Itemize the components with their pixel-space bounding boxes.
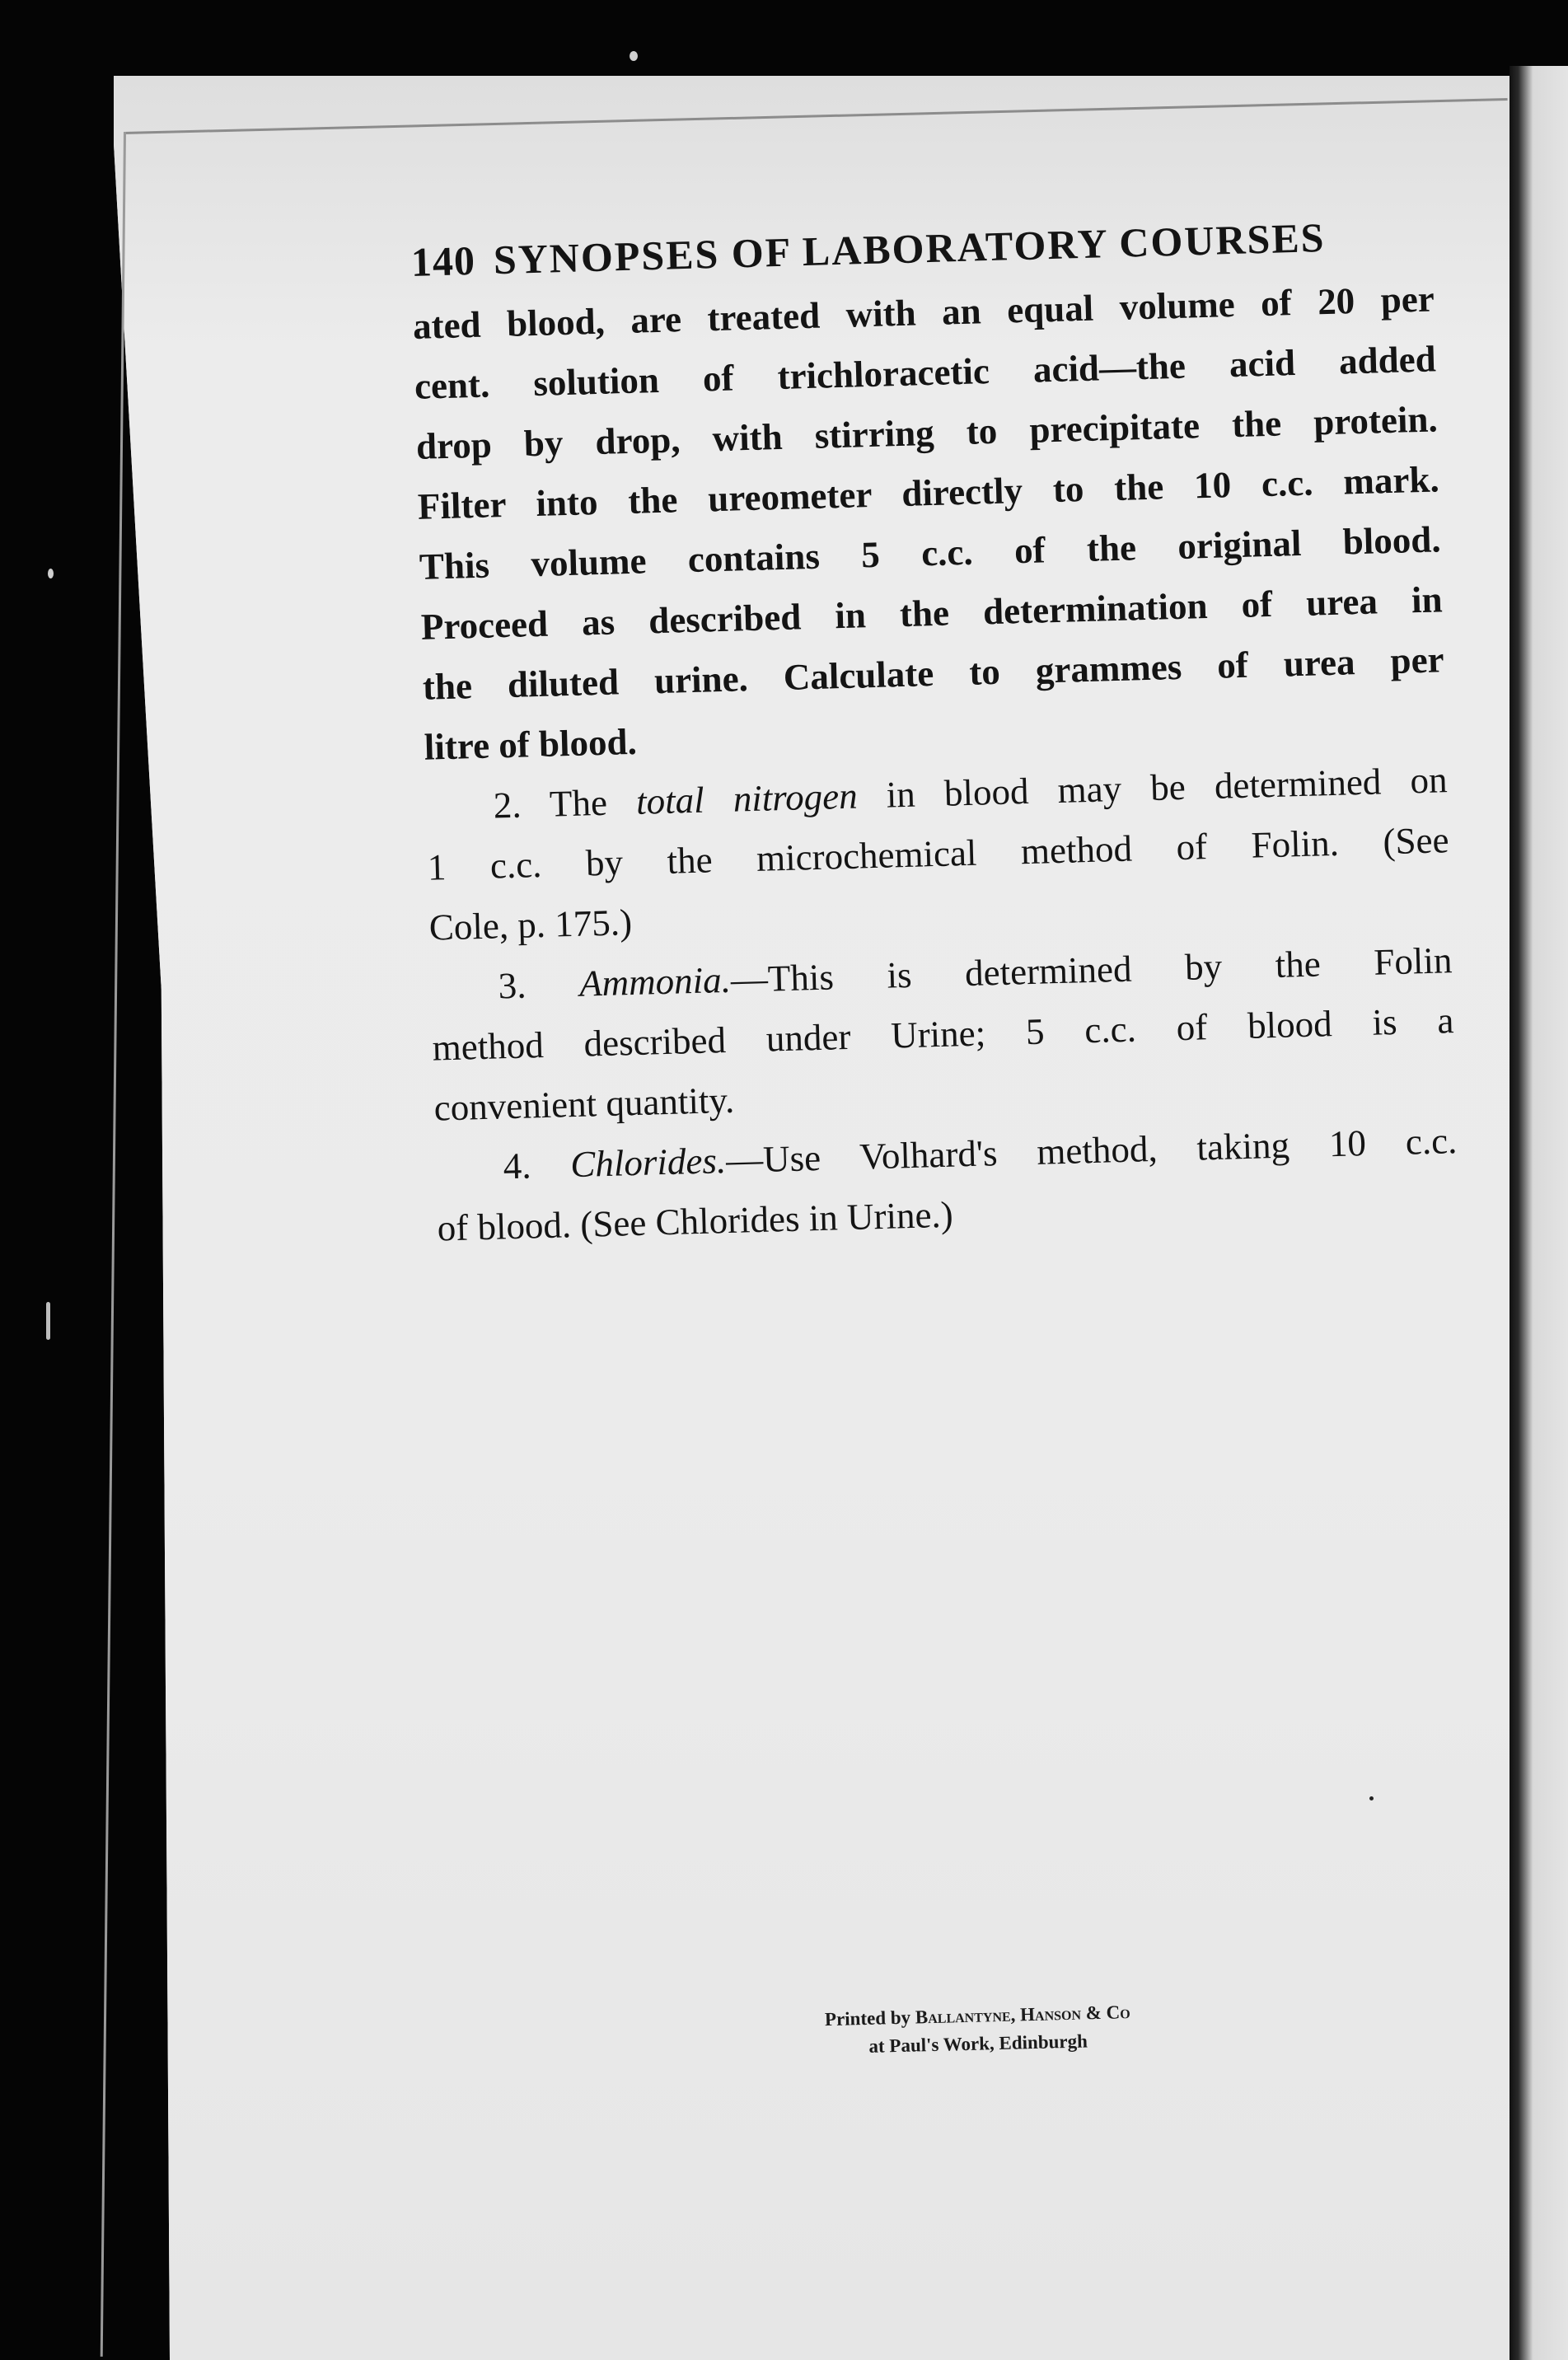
item-text: —Use Volhard's method, taking 10 c.c. (725, 1120, 1458, 1182)
text-line: method described under Urine; 5 c.c. of blood is a (432, 1000, 1455, 1069)
imprint-printed-by: Printed by (824, 2006, 911, 2030)
item-3-ammonia (430, 930, 1456, 1138)
text-line: ated blood, are treated with an equal volume of 20 per (412, 278, 1435, 347)
item-term: Ammonia. (578, 958, 732, 1004)
facing-page-edge (1509, 66, 1568, 2360)
scan-speck (48, 569, 54, 578)
item-term: total nitrogen (635, 775, 859, 822)
item-text: in blood may be determined on (856, 759, 1449, 817)
page-text (410, 204, 1459, 1258)
text-line: of blood. (See Chlorides in Urine.) (437, 1193, 954, 1249)
text-line: the diluted urine. Calculate to grammes of urea per (422, 639, 1445, 708)
scan-speck (1369, 1796, 1374, 1800)
scan-speck (630, 51, 638, 61)
text-line: 1 c.c. by the microchemical method of Folin. (See (427, 819, 1450, 888)
scan-speck (46, 1302, 50, 1340)
item-text: —This is determined by the Folin (730, 939, 1453, 1000)
item-term: Chlorides. (569, 1140, 727, 1186)
running-head-title: SYNOPSES OF LABORATORY COURSES (493, 213, 1327, 283)
item-number: 2. The (493, 780, 637, 826)
text-line: Filter into the ureometer directly to the 10 c.c. mark. (417, 458, 1440, 527)
item-2-total-nitrogen (425, 750, 1451, 958)
text-line: convenient quantity. (433, 1079, 735, 1129)
text-line: litre of blood. (424, 720, 638, 768)
text-line: Proceed as described in the determination of urea in (420, 578, 1444, 648)
text-line: cent. solution of trichloracetic acid—the acid added (414, 338, 1437, 407)
text-line: drop by drop, with stirring to precipitate the protein. (415, 398, 1439, 467)
item-number: 3. (498, 962, 580, 1007)
paragraph-1 (412, 269, 1446, 777)
imprint-printer: Ballantyne, Hanson & Co (915, 2002, 1130, 2028)
page-left-edge-line (101, 132, 126, 2357)
text-line: This volume contains 5 c.c. of the original blood. (419, 518, 1442, 588)
page-number: 140 (410, 236, 476, 285)
imprint-location: at Paul's Work, Edinburgh (868, 2030, 1088, 2057)
text-line: Cole, p. 175.) (428, 901, 633, 948)
printer-imprint (763, 1997, 1193, 2063)
item-number: 4. (503, 1144, 572, 1187)
